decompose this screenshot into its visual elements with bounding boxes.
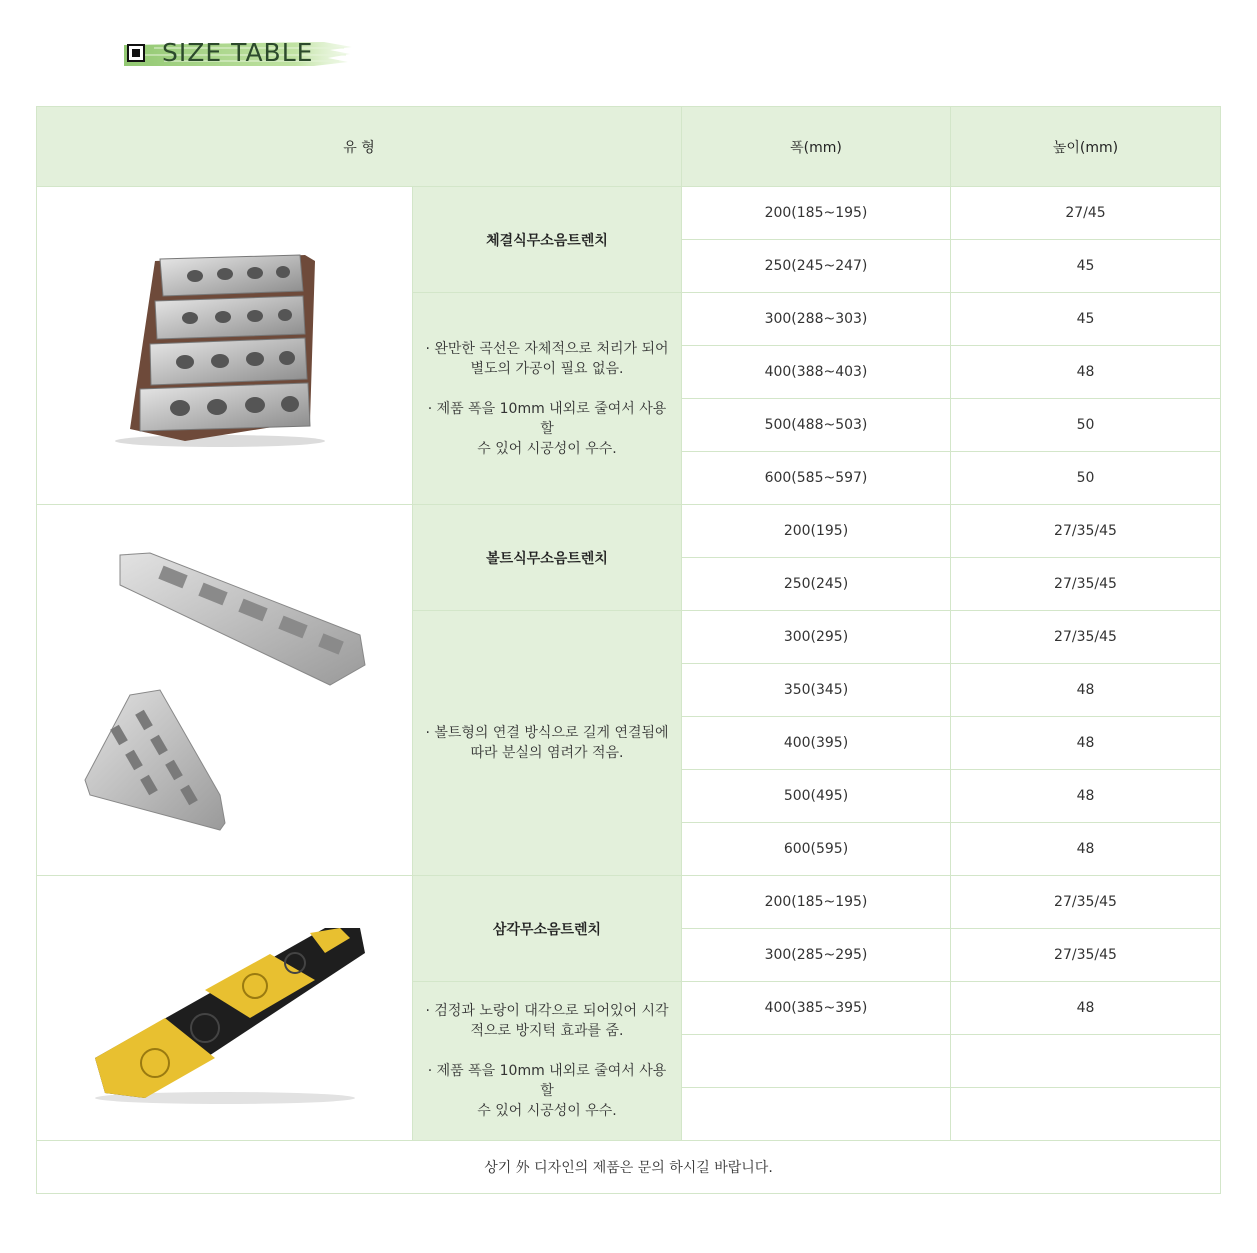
width-cell: 200(185~195) xyxy=(682,187,951,240)
product-description xyxy=(413,611,682,876)
product-description xyxy=(413,293,682,505)
height-cell: 45 xyxy=(951,293,1221,346)
description-line: · 볼트형의 연결 방식으로 길게 연결됨에 xyxy=(425,725,669,741)
description-line: 따라 분실의 염려가 적음. xyxy=(470,745,624,761)
height-cell xyxy=(951,1088,1221,1141)
product-image-cell xyxy=(37,187,413,505)
width-cell: 350(345) xyxy=(682,664,951,717)
height-cell: 27/35/45 xyxy=(951,929,1221,982)
description-gap xyxy=(421,379,673,399)
product-description xyxy=(413,982,682,1141)
height-cell: 48 xyxy=(951,664,1221,717)
height-cell: 27/45 xyxy=(951,187,1221,240)
width-cell xyxy=(682,1088,951,1141)
height-cell: 27/35/45 xyxy=(951,505,1221,558)
table-footer-row xyxy=(37,1141,1221,1194)
square-bullet-icon xyxy=(127,44,145,62)
height-cell: 50 xyxy=(951,452,1221,505)
width-cell: 400(388~403) xyxy=(682,346,951,399)
description-line: · 제품 폭을 10mm 내외로 줄여서 사용할 xyxy=(427,1063,667,1099)
description-gap xyxy=(421,1041,673,1061)
height-cell: 48 xyxy=(951,717,1221,770)
footer-note: 상기 外 디자인의 제품은 문의 하시길 바랍니다. xyxy=(37,1141,1221,1194)
width-cell: 300(295) xyxy=(682,611,951,664)
width-cell: 400(385~395) xyxy=(682,982,951,1035)
height-cell: 48 xyxy=(951,823,1221,876)
size-table-title xyxy=(124,36,354,72)
width-cell: 600(595) xyxy=(682,823,951,876)
table-row xyxy=(37,505,1221,558)
header-height: 높이(mm) xyxy=(951,107,1221,187)
height-cell: 27/35/45 xyxy=(951,611,1221,664)
width-cell: 500(488~503) xyxy=(682,399,951,452)
height-cell xyxy=(951,1035,1221,1088)
product-image-cell xyxy=(37,876,413,1141)
width-cell: 250(245) xyxy=(682,558,951,611)
product-name: 체결식무소음트렌치 xyxy=(413,187,682,293)
height-cell: 48 xyxy=(951,770,1221,823)
product-image-icon xyxy=(80,545,370,835)
description-line: 수 있어 시공성이 우수. xyxy=(477,440,617,457)
height-cell: 50 xyxy=(951,399,1221,452)
height-cell: 48 xyxy=(951,346,1221,399)
width-cell: 300(285~295) xyxy=(682,929,951,982)
table-row xyxy=(37,876,1221,929)
product-image-icon xyxy=(85,908,365,1108)
description-line: · 검정과 노랑이 대각으로 되어있어 시각 xyxy=(425,1003,669,1019)
table-row xyxy=(37,187,1221,240)
product-image-icon xyxy=(115,241,335,451)
width-cell xyxy=(682,1035,951,1088)
description-line: 별도의 가공이 필요 없음. xyxy=(470,360,624,377)
size-table xyxy=(36,106,1221,1194)
description-line: 수 있어 시공성이 우수. xyxy=(477,1103,617,1119)
height-cell: 27/35/45 xyxy=(951,876,1221,929)
width-cell: 600(585~597) xyxy=(682,452,951,505)
width-cell: 200(185~195) xyxy=(682,876,951,929)
header-width: 폭(mm) xyxy=(682,107,951,187)
width-cell: 250(245~247) xyxy=(682,240,951,293)
height-cell: 48 xyxy=(951,982,1221,1035)
height-cell: 27/35/45 xyxy=(951,558,1221,611)
page-title: SIZE TABLE xyxy=(162,38,314,67)
product-name: 삼각무소음트렌치 xyxy=(413,876,682,982)
width-cell: 200(195) xyxy=(682,505,951,558)
header-type: 유 형 xyxy=(37,107,682,187)
height-cell: 45 xyxy=(951,240,1221,293)
description-line: · 제품 폭을 10mm 내외로 줄여서 사용할 xyxy=(427,400,667,437)
width-cell: 500(495) xyxy=(682,770,951,823)
description-line: · 완만한 곡선은 자체적으로 처리가 되어 xyxy=(425,340,669,357)
product-name: 볼트식무소음트렌치 xyxy=(413,505,682,611)
description-line: 적으로 방지턱 효과를 줌. xyxy=(470,1023,624,1039)
width-cell: 400(395) xyxy=(682,717,951,770)
product-image-cell xyxy=(37,505,413,876)
width-cell: 300(288~303) xyxy=(682,293,951,346)
table-header-row xyxy=(37,107,1221,187)
